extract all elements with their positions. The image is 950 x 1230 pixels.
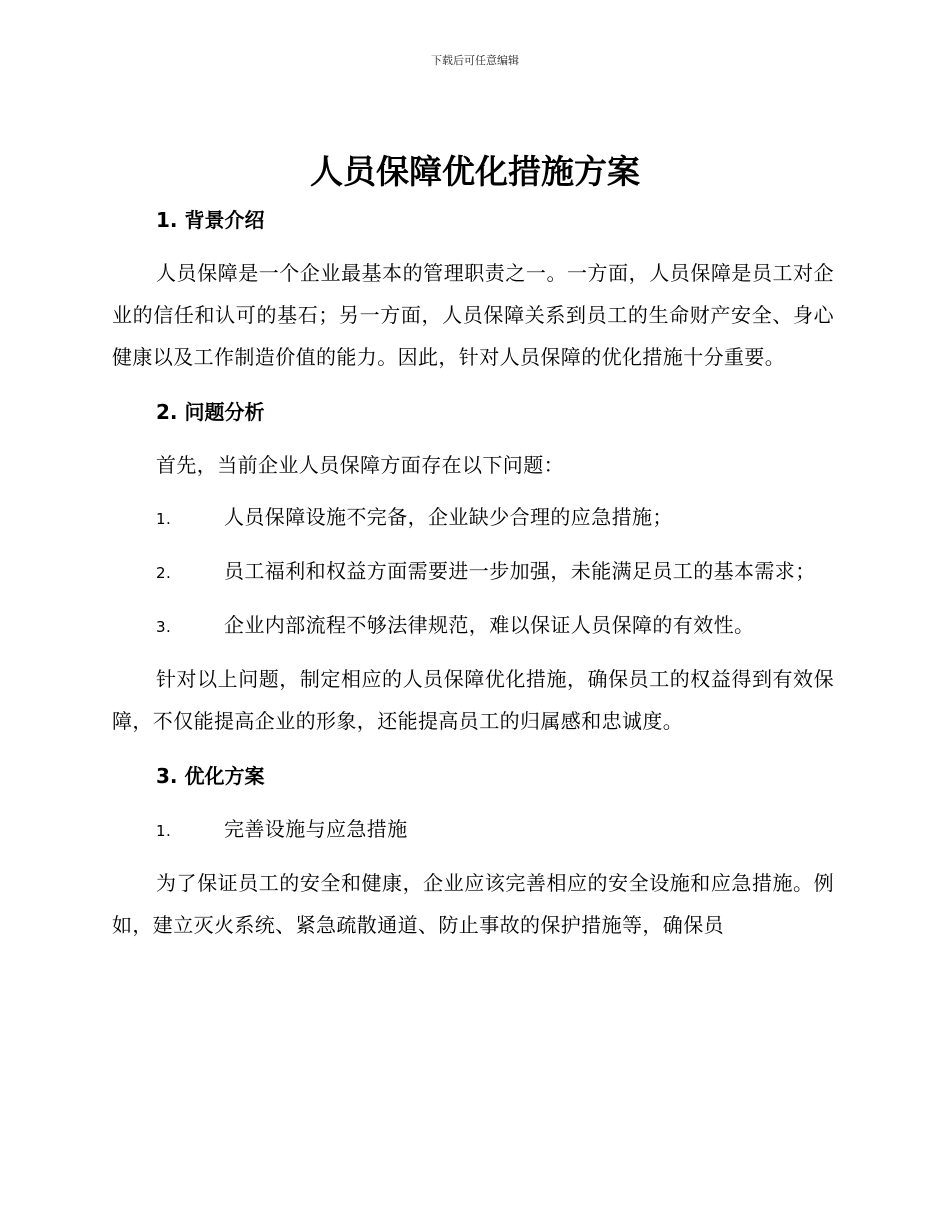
- analysis-intro: 首先，当前企业人员保障方面存在以下问题：: [156, 453, 564, 477]
- section-heading-plan: 3. 优化方案: [156, 764, 265, 788]
- list-number: 3.: [156, 618, 172, 636]
- list-text: 完善设施与应急措施: [224, 817, 408, 841]
- list-number: 1.: [156, 822, 172, 840]
- document-body: [112, 196, 834, 946]
- section-heading-analysis: 2. 问题分析: [156, 400, 265, 424]
- list-number: 1.: [156, 510, 172, 528]
- list-item: [112, 808, 834, 852]
- background-paragraph: 人员保障是一个企业最基本的管理职责之一。一方面，人员保障是员工对企业的信任和认可的基石；另一方面，人员保障关系到员工的生命财产安全、身心健康以及工作制造价值的能力。因此，针对人员保障的优化措施十分重要。: [112, 261, 834, 369]
- list-text: 人员保障设施不完备，企业缺少合理的应急措施；: [224, 505, 673, 529]
- section-heading-background: 1. 背景介绍: [156, 208, 265, 232]
- list-item: [112, 496, 834, 540]
- list-text: 员工福利和权益方面需要进一步加强，未能满足员工的基本需求；: [224, 559, 816, 583]
- document-title: 人员保障优化措施方案: [310, 152, 640, 191]
- list-text: 企业内部流程不够法律规范，难以保证人员保障的有效性。: [224, 613, 755, 637]
- list-number: 2.: [156, 564, 172, 582]
- list-item: [112, 550, 834, 594]
- header-note: 下载后可任意编辑: [431, 54, 519, 67]
- analysis-conclusion: 针对以上问题，制定相应的人员保障优化措施，确保员工的权益得到有效保障，不仅能提高企业的形象，还能提高员工的归属感和忠诚度。: [112, 667, 834, 733]
- plan-paragraph: 为了保证员工的安全和健康，企业应该完善相应的安全设施和应急措施。例如，建立灭火系统、紧急疏散通道、防止事故的保护措施等，确保员: [112, 871, 834, 937]
- list-item: [112, 604, 834, 648]
